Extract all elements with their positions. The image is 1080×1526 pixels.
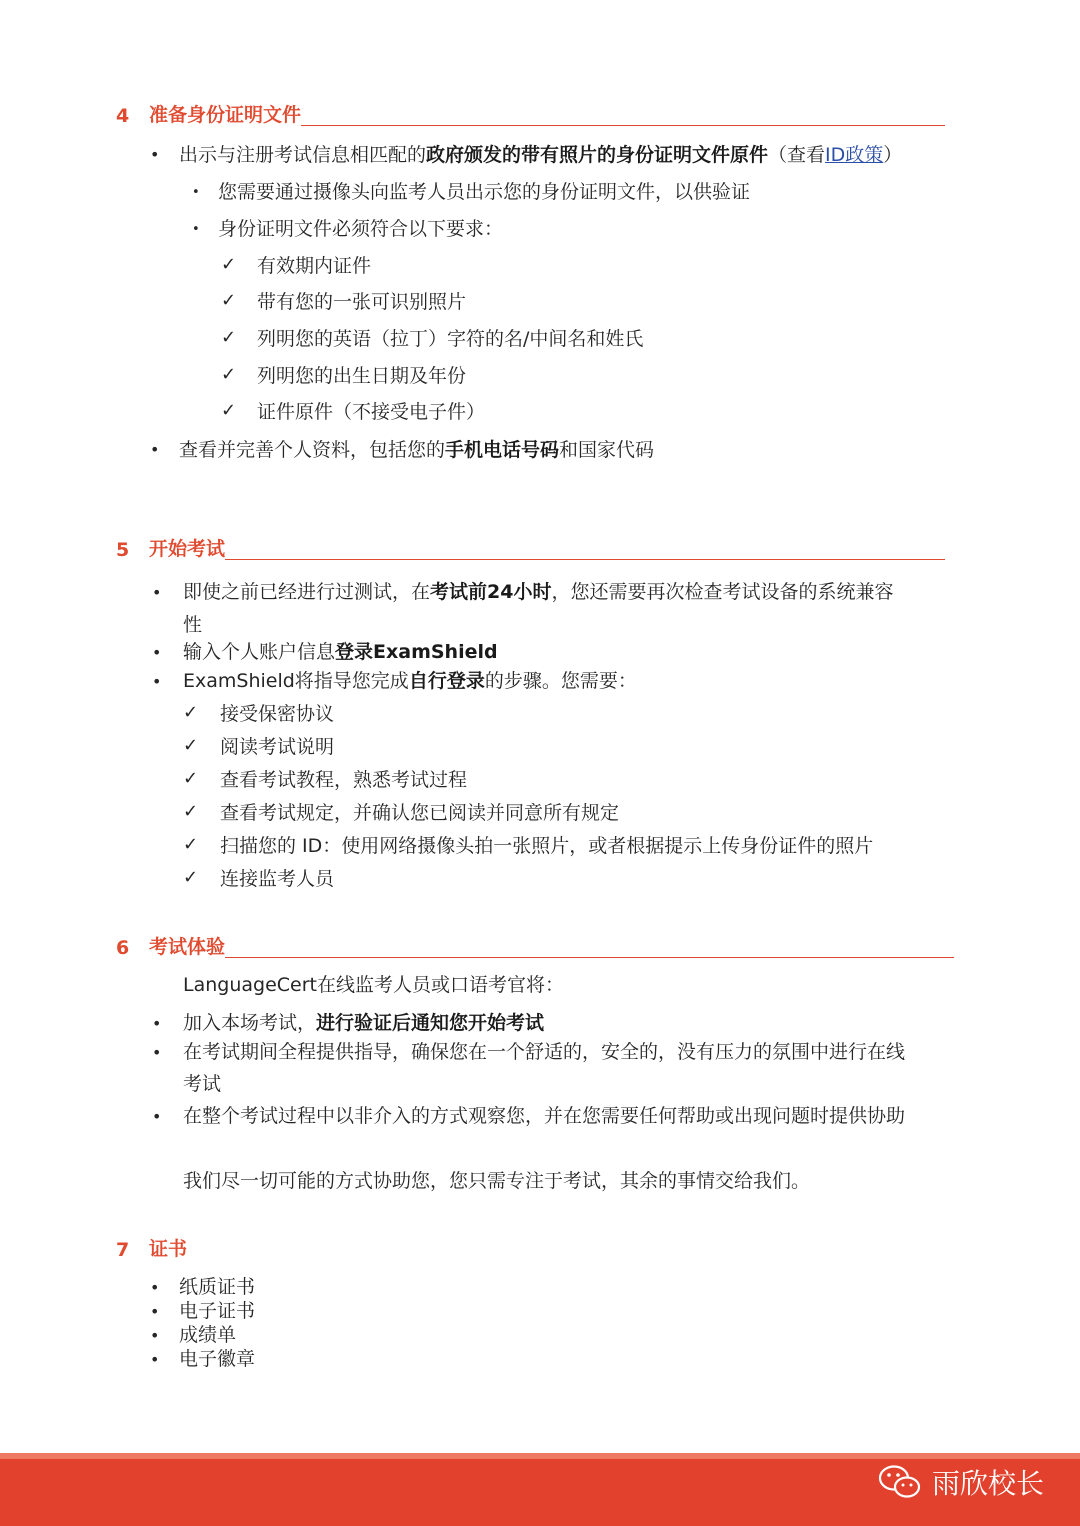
list-item: 您需要通过摄像头向监考人员出示您的身份证明文件，以供验证	[218, 181, 751, 203]
section-divider	[225, 957, 954, 958]
section-number: 6	[116, 937, 130, 959]
section-number: 4	[116, 105, 130, 127]
list-item: ExamShield将指导您完成自行登录的步骤。您需要：	[183, 670, 637, 692]
list-item: 成绩单	[179, 1324, 237, 1346]
check-icon: ✓	[183, 834, 199, 855]
checklist-item: 带有您的一张可识别照片	[257, 291, 467, 313]
bullet-icon: •	[150, 1278, 160, 1297]
section-4-header	[116, 97, 945, 127]
section-6-header	[116, 929, 954, 959]
list-item-wrap: 性	[183, 614, 203, 636]
id-policy-link[interactable]: ID政策	[825, 144, 884, 166]
list-item: 纸质证书	[179, 1276, 256, 1298]
check-icon: ✓	[183, 702, 199, 723]
list-item: 电子徽章	[179, 1348, 256, 1370]
bullet-icon: •	[152, 1043, 162, 1062]
footer-brand	[878, 1462, 1044, 1502]
bullet-icon: •	[152, 583, 162, 602]
bullet-icon: •	[150, 145, 160, 164]
list-item: 即使之前已经进行过测试，在考试前24小时，您还需要再次检查考试设备的系统兼容	[183, 581, 894, 603]
list-item: 查看并完善个人资料，包括您的手机电话号码和国家代码	[179, 439, 655, 461]
bullet-icon: •	[150, 1302, 160, 1321]
list-item: 电子证书	[179, 1300, 256, 1322]
check-icon: ✓	[183, 768, 199, 789]
brand-name: 雨欣校长	[931, 1467, 1044, 1500]
checklist-item: 接受保密协议	[220, 703, 335, 725]
check-icon: ✓	[221, 400, 237, 421]
section-7-header	[116, 1231, 187, 1261]
section-title: 考试体验	[149, 936, 226, 958]
section-title: 准备身份证明文件	[149, 104, 302, 126]
bullet-icon: •	[152, 1014, 162, 1033]
checklist-item: 扫描您的 ID：使用网络摄像头拍一张照片，或者根据提示上传身份证件的照片	[220, 835, 874, 857]
checklist-item: 查看考试规定，并确认您已阅读并同意所有规定	[220, 802, 620, 824]
closing-text: 我们尽一切可能的方式协助您，您只需专注于考试，其余的事情交给我们。	[183, 1170, 811, 1192]
list-item: 出示与注册考试信息相匹配的政府颁发的带有照片的身份证明文件原件（查看ID政策）	[179, 144, 903, 166]
list-item: 在考试期间全程提供指导，确保您在一个舒适的，安全的，没有压力的氛围中进行在线	[183, 1041, 906, 1063]
list-item: 输入个人账户信息登录ExamShield	[183, 641, 498, 663]
section-title: 证书	[149, 1238, 188, 1260]
section-divider	[225, 559, 945, 560]
list-item: 加入本场考试，进行验证后通知您开始考试	[183, 1012, 545, 1034]
checklist-item: 查看考试教程，熟悉考试过程	[220, 769, 468, 791]
section-number: 5	[116, 539, 130, 561]
bullet-icon: •	[150, 440, 160, 459]
check-icon: ✓	[221, 290, 237, 311]
section-divider	[301, 125, 945, 126]
check-icon: ✓	[183, 735, 199, 756]
check-icon: ✓	[221, 327, 237, 348]
checklist-item: 有效期内证件	[257, 255, 372, 277]
section-number: 7	[116, 1239, 130, 1261]
section-5-header	[116, 531, 945, 561]
section-title: 开始考试	[149, 538, 226, 560]
check-icon: ✓	[221, 254, 237, 275]
checklist-item: 列明您的出生日期及年份	[257, 365, 467, 387]
checklist-item: 连接监考人员	[220, 868, 335, 890]
bullet-icon: •	[192, 185, 200, 200]
bullet-icon: •	[152, 1107, 162, 1126]
check-icon: ✓	[221, 364, 237, 385]
checklist-item: 列明您的英语（拉丁）字符的名/中间名和姓氏	[257, 328, 644, 350]
list-item: 身份证明文件必须符合以下要求：	[218, 218, 504, 240]
checklist-item: 阅读考试说明	[220, 736, 335, 758]
wechat-icon	[878, 1464, 922, 1500]
bullet-icon: •	[150, 1350, 160, 1369]
intro-text: LanguageCert在线监考人员或口语考官将：	[183, 974, 564, 996]
bullet-icon: •	[192, 222, 200, 237]
bullet-icon: •	[150, 1326, 160, 1345]
list-item: 在整个考试过程中以非介入的方式观察您，并在您需要任何帮助或出现问题时提供协助	[183, 1105, 906, 1127]
check-icon: ✓	[183, 867, 199, 888]
list-item-wrap: 考试	[183, 1073, 222, 1095]
check-icon: ✓	[183, 801, 199, 822]
checklist-item: 证件原件（不接受电子件）	[257, 401, 486, 423]
bullet-icon: •	[152, 672, 162, 691]
bullet-icon: •	[152, 643, 162, 662]
